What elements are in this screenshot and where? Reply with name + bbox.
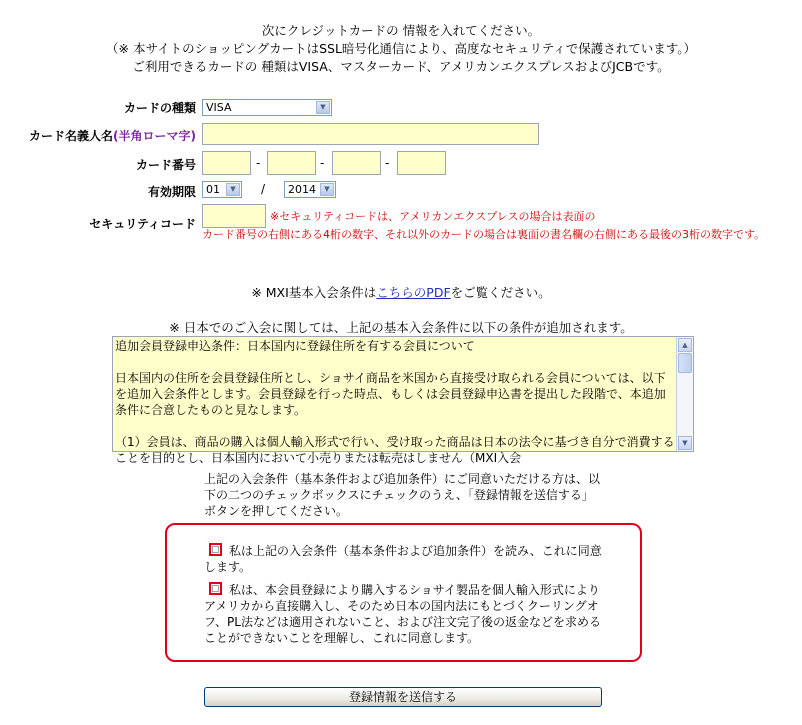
consent-checkbox-1-label: 私は上記の入会条件（基本条件および追加条件）を読み、これに同意します。 (204, 544, 602, 574)
additional-terms-textarea[interactable] (112, 336, 694, 465)
security-note-line-1: ※セキュリティコードは、アメリカンエクスプレスの場合は表面の (270, 210, 596, 223)
consent-checkbox-2-label: 私は、本会員登録により購入するショサイ製品を個人輸入形式によりアメリカから直接購入し、そのため日本の国内法にもとづくクーリングオフ、PL法などは適用されないこと、および注文完了後の返金などを求めることができないことを理解し、これに同意します。 (204, 583, 601, 645)
security-code-label: セキュリティコード (89, 217, 196, 231)
expiry-label: 有効期限 (147, 185, 196, 199)
card-number-part-3[interactable] (332, 151, 381, 175)
expiry-separator: / (261, 182, 266, 196)
terms-scrollbar[interactable] (676, 337, 693, 451)
security-note-line-2: カード番号の右側にある4桁の数字、それ以外のカードの場合は裏面の書名欄の右側にある最後の3桁の数字です。 (202, 228, 766, 241)
chevron-down-icon: ▼ (320, 183, 334, 196)
submit-button[interactable]: 登録情報を送信する (204, 687, 602, 707)
card-number-part-2[interactable] (267, 151, 316, 175)
security-code-input[interactable] (202, 204, 266, 228)
arrow-up-icon[interactable]: ▲ (678, 338, 692, 352)
romaji-note: (半角ローマ字) (113, 129, 196, 143)
terms-text: 追加会員登録申込条件：日本国内に登録住所を有する会員について 日本国内の住所を会員登録住所とし、ショサイ商品を米国から直接受け取られる会員については、以下を追加入会条件とします。会員登録を行った時点、もしくは会員登録申込書を提出した段階で、本追加条件に合意したものと見なします。 （1）会員は、商品の購入は個人輸入形式で行い、受け取った商品は日本の法令に基づき自分で消費することを目的とし、日本国内において小売りまたは転売はしません（MXI入会 (115, 339, 675, 465)
expiry-year-value: 2014 (288, 183, 316, 196)
expiry-month-value: 01 (206, 183, 220, 196)
card-number-separator: - (320, 156, 325, 170)
agreement-instruction: 上記の入会条件（基本条件および追加条件）にご同意いただける方は、以下の二つのチェックボックスにチェックのうえ、「登録情報を送信する」ボタンを押してください。 (204, 472, 601, 518)
chevron-down-icon: ▼ (316, 101, 330, 114)
intro-line-3: ご利用できるカードの 種類はVISA、マスターカード、アメリカンエクスプレスおよびJCBです。 (132, 59, 670, 74)
cardholder-name-label (0, 127, 196, 144)
cardholder-name-label-text: カード名義人名 (29, 129, 114, 143)
card-number-part-4[interactable] (397, 151, 446, 175)
expiry-year-select[interactable] (284, 181, 336, 198)
card-number-separator: - (256, 156, 261, 170)
intro-line-1: 次にクレジットカードの 情報を入れてください。 (261, 23, 541, 38)
card-type-select[interactable] (202, 99, 332, 116)
pdf-notice-suffix: をご覧ください。 (450, 285, 551, 300)
expiry-month-select[interactable] (202, 181, 242, 198)
chevron-down-icon: ▼ (226, 183, 240, 196)
scrollbar-thumb[interactable] (678, 353, 692, 373)
cardholder-name-input[interactable] (202, 123, 539, 145)
card-number-part-1[interactable] (202, 151, 251, 175)
pdf-notice-prefix: ※ MXI基本入会条件は (251, 285, 377, 300)
intro (0, 22, 802, 76)
additional-terms-heading: ※ 日本でのご入会に関しては、上記の基本入会条件に以下の条件が追加されます。 (169, 320, 633, 335)
pdf-notice (0, 283, 802, 301)
pdf-link[interactable]: こちらのPDF (376, 285, 451, 300)
arrow-down-icon[interactable]: ▼ (678, 436, 692, 450)
card-type-value: VISA (206, 101, 232, 114)
card-number-separator: - (385, 156, 390, 170)
intro-line-2: （※ 本サイトのショッピングカートはSSL暗号化通信により、高度なセキュリティで保護されています。） (106, 41, 696, 56)
card-number-label: カード番号 (135, 158, 196, 172)
card-type-label: カードの種類 (123, 101, 196, 115)
